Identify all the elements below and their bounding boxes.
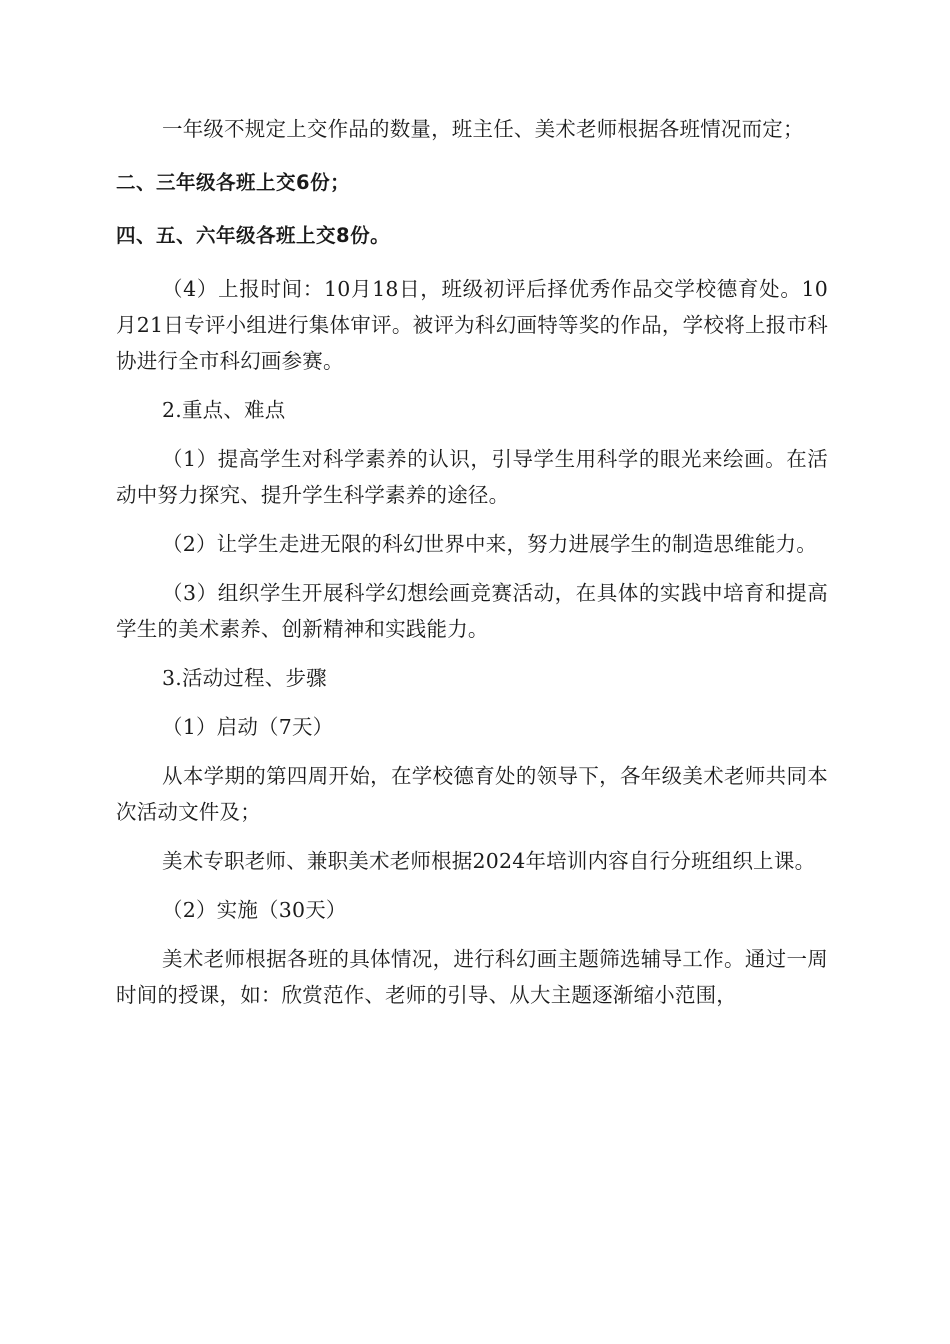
paragraph-grade2-3-quota: 二、三年级各班上交6份；	[116, 171, 351, 194]
paragraph-key-point-1: （1）提高学生对科学素养的认识，引导学生用科学的眼光来绘画。在活动中努力探究、提升学生科学素养的途径。	[116, 447, 828, 507]
subheading-launch: （1）启动（7天）	[162, 715, 334, 739]
section-heading-process: 3.活动过程、步骤	[162, 666, 327, 690]
paragraph-report-time: （4）上报时间：10月18日，班级初评后择优秀作品交学校德育处。10月21日专评小组进行集体审评。被评为科幻画特等奖的作品，学校将上报市科协进行全市科幻画参赛。	[116, 277, 828, 373]
paragraph-grade4-6-quota: 四、五、六年级各班上交8份。	[116, 224, 391, 247]
paragraph-key-point-3: （3）组织学生开展科学幻想绘画竞赛活动，在具体的实践中培育和提高学生的美术素养、创新精神和实践能力。	[116, 581, 828, 641]
paragraph-teacher-classes: 美术专职老师、兼职美术老师根据2024年培训内容自行分班组织上课。	[162, 849, 816, 873]
subheading-implementation: （2）实施（30天）	[162, 898, 347, 922]
paragraph-implementation-detail: 美术老师根据各班的具体情况，进行科幻画主题筛选辅导工作。通过一周时间的授课，如：欣赏范作、老师的引导、从大主题逐渐缩小范围，	[116, 947, 828, 1007]
paragraph-launch-detail: 从本学期的第四周开始，在学校德育处的领导下，各年级美术老师共同本次活动文件及；	[116, 764, 828, 824]
document-page	[116, 111, 828, 1013]
paragraph-key-point-2: （2）让学生走进无限的科幻世界中来，努力进展学生的制造思维能力。	[162, 532, 817, 556]
paragraph-grade1-quota: 一年级不规定上交作品的数量，班主任、美术老师根据各班情况而定；	[162, 117, 804, 141]
section-heading-key-points: 2.重点、难点	[162, 398, 286, 422]
